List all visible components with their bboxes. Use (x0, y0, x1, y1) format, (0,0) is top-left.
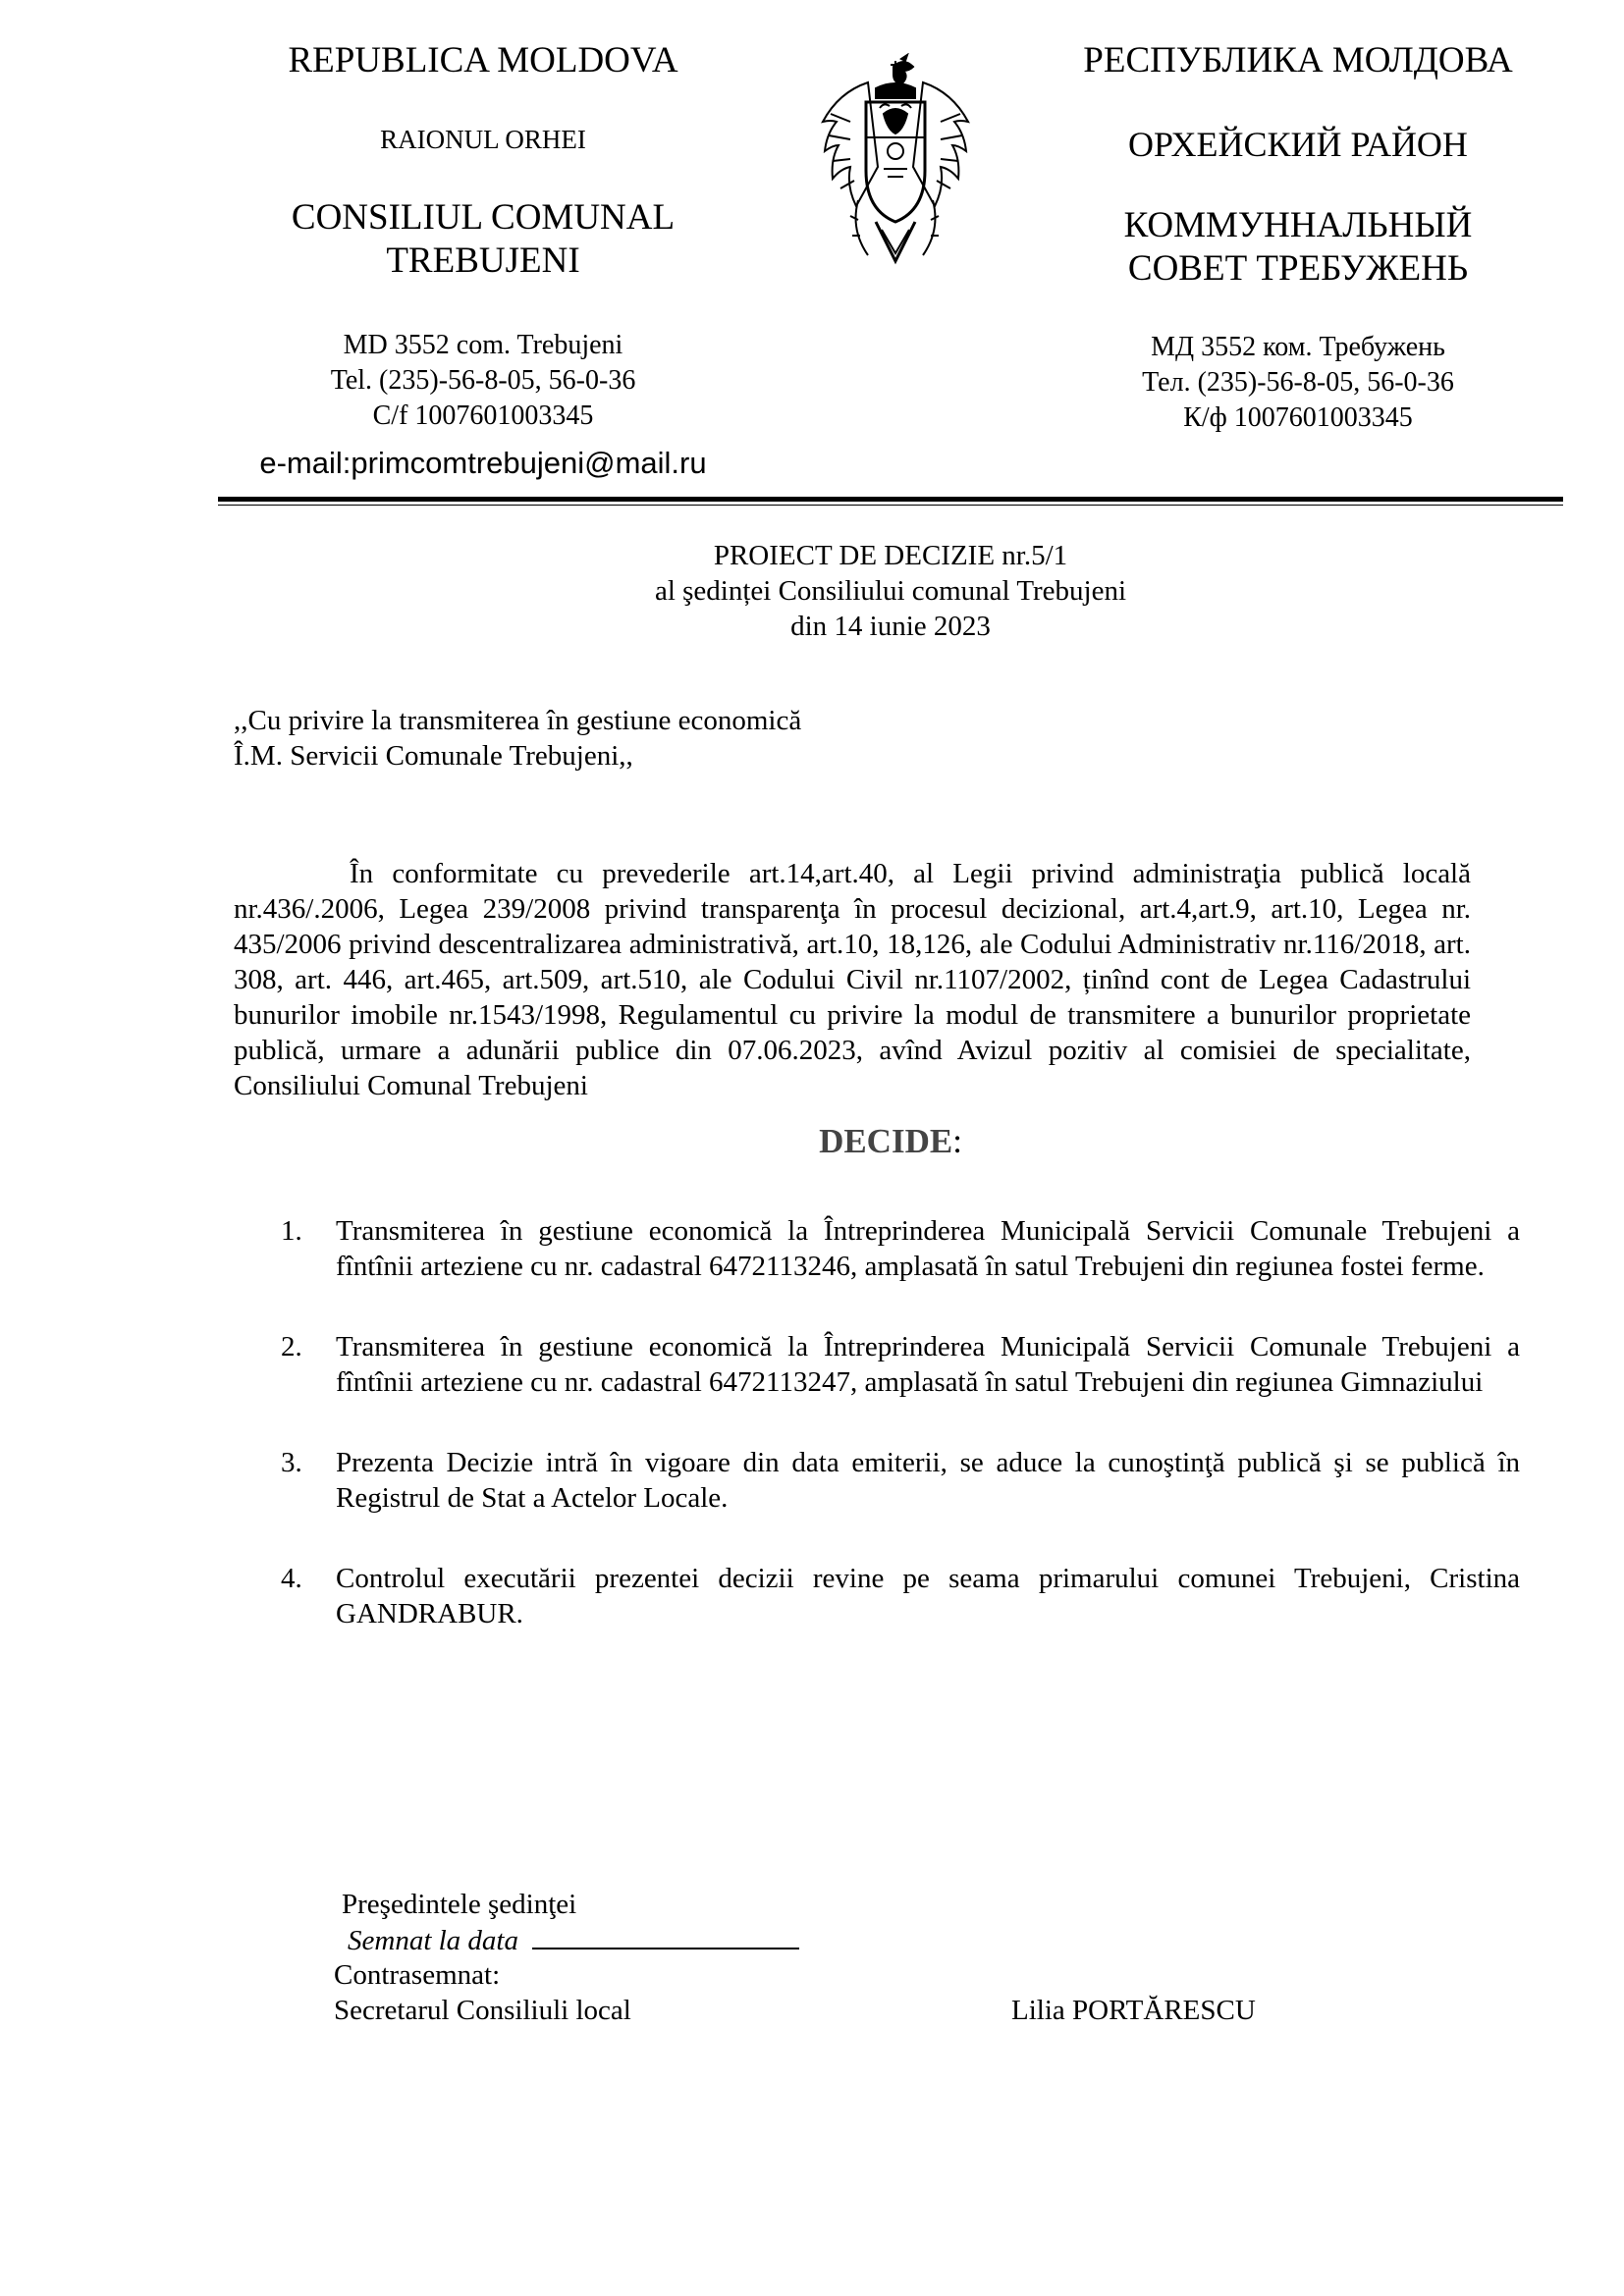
address-ru: МД 3552 ком. Требужень (1151, 332, 1445, 362)
email: e-mail:primcomtrebujeni@mail.ru (259, 446, 707, 480)
decision-items (275, 1213, 1520, 1677)
coat-of-arms-icon (807, 53, 984, 289)
phone-ru: Тел. (235)-56-8-05, 56-0-36 (1142, 367, 1454, 398)
document-title: PROIECT DE DECIZIE nr.5/1 (713, 540, 1068, 571)
countersigned-label: Contrasemnat: (334, 1959, 501, 1991)
district-name-ru: ОРХЕЙСКИЙ РАЙОН (1128, 125, 1468, 164)
decision-item (275, 1329, 1520, 1400)
phone: Tel. (235)-56-8-05, 56-0-36 (330, 365, 636, 396)
secretary-title: Secretarul Consiliuli local (334, 1995, 631, 2026)
item-number: 3. (281, 1447, 302, 1478)
chair-label: Preşedintele şedinţei (342, 1889, 577, 1920)
council-name: CONSILIUL COMUNAL TREBUJENI (291, 197, 676, 281)
item-number: 4. (281, 1563, 302, 1594)
signature-block (334, 1887, 1414, 2028)
letterhead-romanian (218, 39, 748, 481)
decision-item (275, 1561, 1520, 1631)
item-text: Prezenta Decizie intră în vigoare din data emiterii, se aduce la cunoştinţă publică şi se publică în Registrul de Stat a Actelor Locale. (336, 1447, 1520, 1514)
document-date: din 14 iunie 2023 (790, 611, 991, 642)
subject-line-2: Î.M. Servicii Comunale Trebujeni,, (234, 740, 633, 772)
fiscal-code-ru: К/ф 1007601003345 (1183, 402, 1413, 433)
decide-heading (218, 1121, 1563, 1162)
country-name-ru: РЕСПУБЛИКА МОЛДОВА (1083, 40, 1513, 80)
decision-item (275, 1445, 1520, 1516)
document-title-block (218, 538, 1563, 644)
item-text: Controlul executării prezentei decizii revine pe seama primarului comunei Trebujeni, Cristina GANDRABUR. (336, 1563, 1520, 1629)
contact-block-ru (1033, 330, 1563, 436)
subject-line-1: ,,Cu privire la transmiterea în gestiune economică (234, 705, 802, 736)
preamble-text: În conformitate cu prevederile art.14,art.40, al Legii privind administraţia publică locală nr.436/.2006, Legea 239/2008 privind transparenţa în procesul decizional, art.4,art.9, art.10, Legea nr. 435/2006 privind descentralizarea administrativă, art.10, 18,126, ale Codului Administrativ nr.116/2018, art. 308, art. 446, art.465, art.509, art.510, ale Codului Civil nr.1107/2002, ținînd cont de Legea Cadastrului bunurilor imobile nr.1543/1998, Regulamentul cu privire la modul de transmitere a bunurilor proprietate publică, urmare a adunării publice din 07.06.2023, avînd Avizul pozitiv al comisiei de specialitate, Consiliului Comunal Trebujeni (234, 858, 1471, 1101)
country-name: REPUBLICA MOLDOVA (288, 40, 678, 80)
item-number: 1. (281, 1215, 302, 1247)
address: MD 3552 com. Trebujeni (343, 330, 623, 360)
document-subtitle: al şedinței Consiliului comunal Trebujeni (654, 575, 1127, 607)
decision-item (275, 1213, 1520, 1284)
letterhead-russian (1033, 39, 1563, 436)
contact-block (218, 328, 748, 434)
item-text: Transmiterea în gestiune economică la Întreprinderea Municipală Servicii Comunale Trebujeni a fîntînii arteziene cu nr. cadastral 6472113246, amplasată în satul Trebujeni din regiunea fostei ferme. (336, 1215, 1520, 1282)
item-text: Transmiterea în gestiune economică la Întreprinderea Municipală Servicii Comunale Trebujeni a fîntînii arteziene cu nr. cadastral 6472113247, amplasată în satul Trebujeni din regiunea Gimnaziului (336, 1331, 1520, 1398)
fiscal-code: C/f 1007601003345 (372, 400, 594, 431)
signature-date-line (532, 1922, 799, 1949)
letterhead (218, 39, 1563, 501)
signed-at-label: Semnat la data (348, 1925, 518, 1956)
council-name-ru: КОММУННАЛЬНЫЙ СОВЕТ ТРЕБУЖЕНЬ (1123, 205, 1473, 289)
decide-colon: : (952, 1122, 962, 1160)
secretary-row (334, 1993, 1414, 2028)
decision-subject (234, 703, 1117, 774)
header-divider-thin (218, 505, 1563, 506)
header-divider (218, 497, 1563, 502)
signed-date-row (334, 1922, 1414, 1957)
item-number: 2. (281, 1331, 302, 1362)
secretary-name: Lilia PORTĂRESCU (1011, 1995, 1256, 2026)
decide-word: DECIDE (819, 1122, 953, 1160)
district-name: RAIONUL ORHEI (380, 125, 586, 154)
preamble-paragraph (234, 856, 1471, 1103)
